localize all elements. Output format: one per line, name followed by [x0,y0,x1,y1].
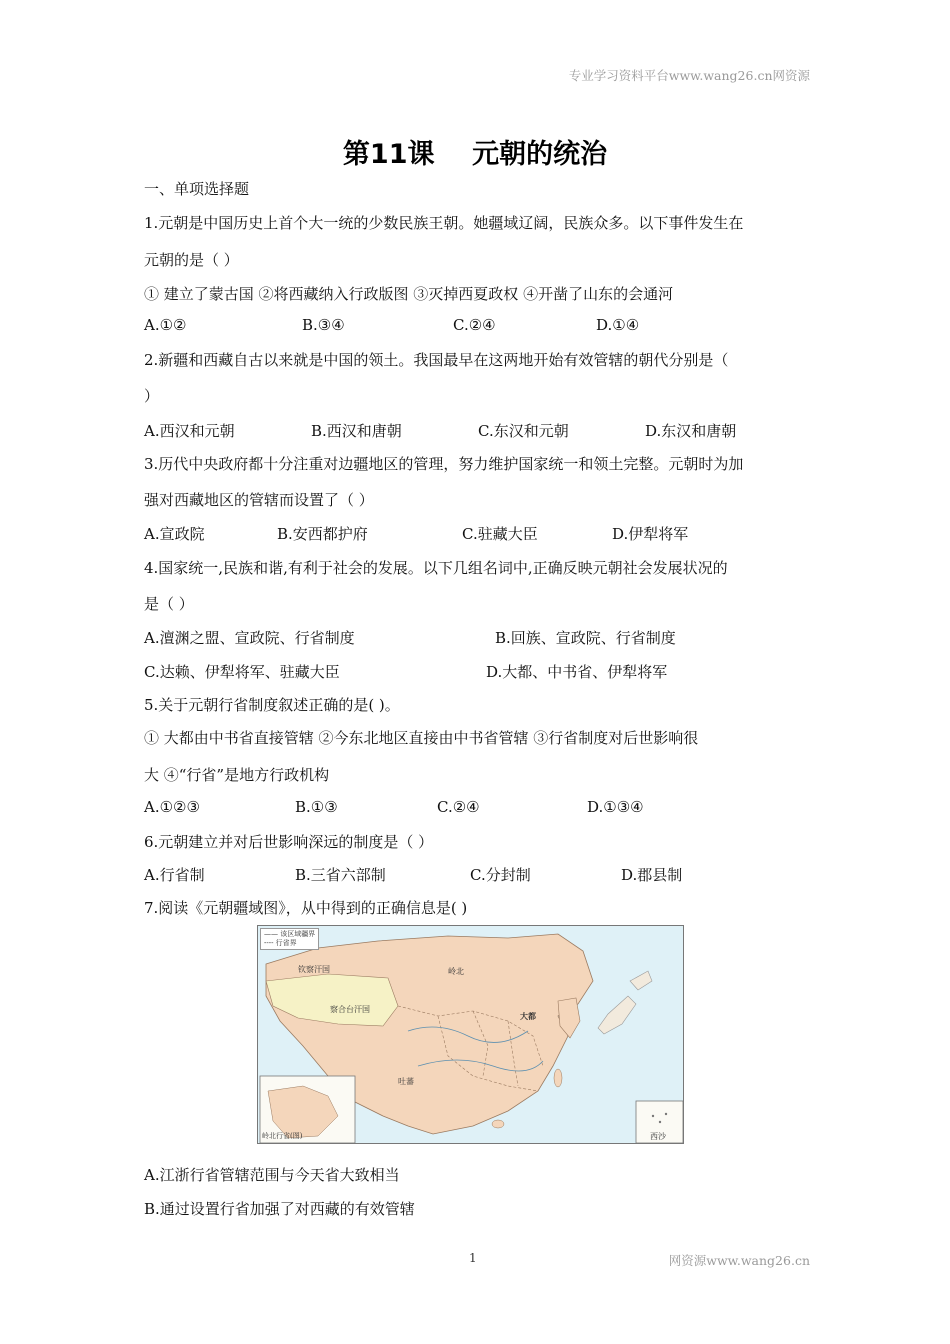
question-6-stem: 6.元朝建立并对后世影响深远的制度是（ ） [144,833,434,851]
question-1-stem-line-1: 1.元朝是中国历史上首个大一统的少数民族王朝。她疆域辽阔，民族众多。以下事件发生在 [144,214,744,232]
question-1-stem-line-2: 元朝的是（ ） [144,251,239,269]
question-2-stem-line-1: 2.新疆和西藏自古以来就是中国的领土。我国最早在这两地开始有效管辖的朝代分别是（ [144,351,729,369]
question-2-option-d[interactable]: D.东汉和唐朝 [645,422,737,440]
page-number: 1 [469,1251,477,1265]
question-5-items-line-2: 大 ④“行省”是地方行政机构 [144,766,330,784]
map-inset-label: 岭北行省(图) [262,1132,303,1140]
section-heading: 一、单项选择题 [144,180,250,198]
question-6-option-c[interactable]: C.分封制 [470,866,531,884]
question-5-option-b[interactable]: B.①③ [295,798,338,816]
map-legend-province: ---- 行省界 [264,939,297,947]
question-5-option-a[interactable]: A.①②③ [144,798,200,816]
question-1-option-b[interactable]: B.③④ [302,316,345,334]
question-6-option-b[interactable]: B.三省六部制 [295,866,386,884]
question-4-option-b[interactable]: B.回族、宣政院、行省制度 [495,629,676,647]
question-6-option-a[interactable]: A.行省制 [144,866,205,884]
map-label-tubo: 吐蕃 [398,1077,414,1086]
map-legend-border: —— 该区域疆界 [264,930,316,938]
question-6-option-d[interactable]: D.郡县制 [621,866,683,884]
question-7-option-a[interactable]: A.江浙行省管辖范围与今天省大致相当 [144,1166,400,1184]
question-1-items: ① 建立了蒙古国 ②将西藏纳入行政版图 ③灭掉西夏政权 ④开凿了山东的会通河 [144,285,674,303]
map-label-kipchak: 钦察汗国 [298,965,330,974]
question-4-option-d[interactable]: D.大都、中书省、伊犁将军 [486,663,668,681]
page-footer: 网资源www.wang26.cn [668,1253,810,1268]
question-2-option-b[interactable]: B.西汉和唐朝 [311,422,402,440]
question-5-items-line-1: ① 大都由中书省直接管辖 ②今东北地区直接由中书省管辖 ③行省制度对后世影响很 [144,729,699,747]
question-3-stem-line-1: 3.历代中央政府都十分注重对边疆地区的管理，努力维护国家统一和领土完整。元朝时为加 [144,455,744,473]
question-3-option-c[interactable]: C.驻藏大臣 [462,525,538,543]
yuan-territory-map [257,925,684,1144]
map-label-dadu: 大都 [520,1011,536,1021]
map-label-xisha: 西沙 [650,1132,666,1141]
question-2-option-a[interactable]: A.西汉和元朝 [144,422,235,440]
map-label-lingbei: 岭北 [448,967,464,976]
question-5-option-c[interactable]: C.②④ [437,798,480,816]
question-1-option-a[interactable]: A.①② [144,316,187,334]
question-4-stem-line-1: 4.国家统一,民族和谐,有利于社会的发展。以下几组名词中,正确反映元朝社会发展状况的 [144,559,728,577]
question-4-stem-line-2: 是（ ） [144,595,194,613]
question-7-stem: 7.阅读《元朝疆域图》，从中得到的正确信息是( ) [144,899,468,917]
page-title: 第11课 元朝的统治 [342,139,608,170]
question-1-option-c[interactable]: C.②④ [453,316,496,334]
map-legend [260,928,319,950]
question-4-option-c[interactable]: C.达赖、伊犁将军、驻藏大臣 [144,663,340,681]
page-header: 专业学习资料平台www.wang26.cn网资源 [568,68,810,83]
map-image [258,926,684,1144]
question-2-stem-line-2: ） [144,387,160,405]
question-4-option-a[interactable]: A.澶渊之盟、宣政院、行省制度 [144,629,355,647]
question-3-option-a[interactable]: A.宣政院 [144,525,205,543]
question-3-option-b[interactable]: B.安西都护府 [277,525,368,543]
question-5-stem: 5.关于元朝行省制度叙述正确的是( )。 [144,696,400,714]
question-2-option-c[interactable]: C.东汉和元朝 [478,422,569,440]
question-7-option-b[interactable]: B.通过设置行省加强了对西藏的有效管辖 [144,1200,415,1218]
question-5-option-d[interactable]: D.①③④ [587,798,644,816]
map-label-chagatai: 察合台汗国 [330,1005,370,1014]
question-3-stem-line-2: 强对西藏地区的管辖而设置了（ ） [144,491,374,509]
question-3-option-d[interactable]: D.伊犁将军 [612,525,689,543]
question-1-option-d[interactable]: D.①④ [596,316,640,334]
